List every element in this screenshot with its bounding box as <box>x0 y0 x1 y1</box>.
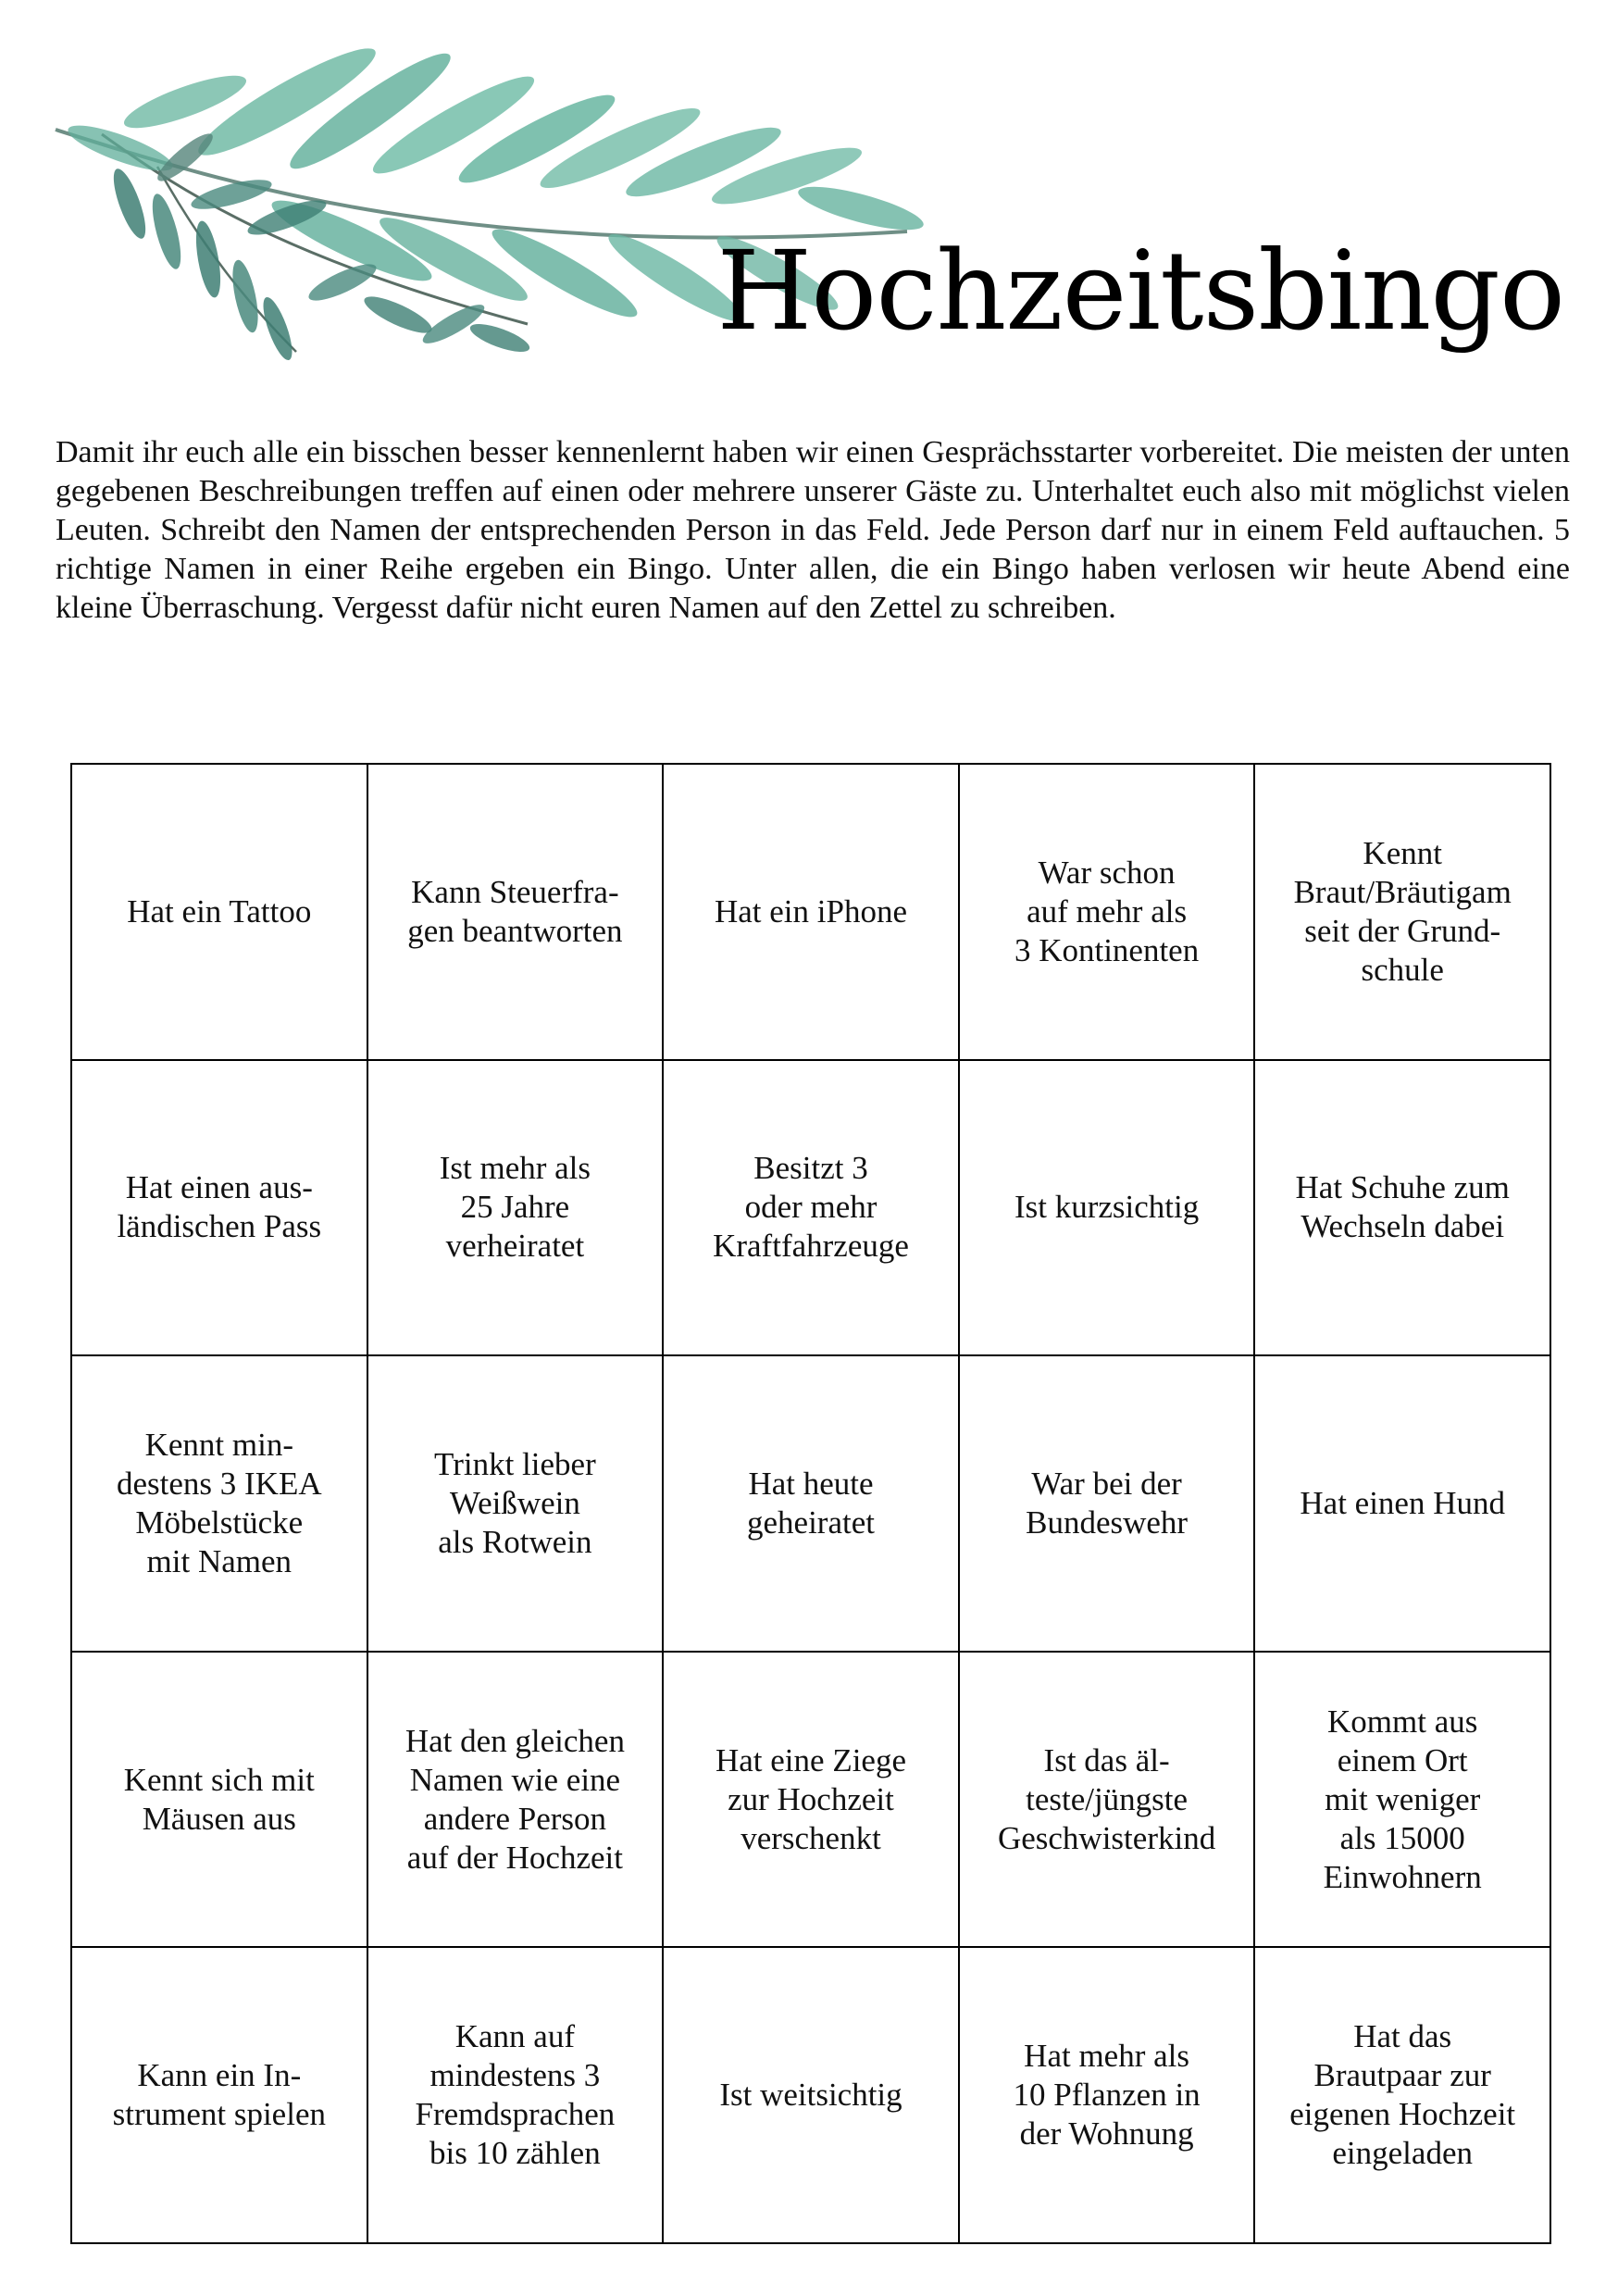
bingo-cell[interactable]: Hat Schuhe zum Wechseln dabei <box>1255 1061 1551 1357</box>
bingo-cell[interactable]: Kennt sich mit Mäusen aus <box>72 1653 368 1949</box>
bingo-cell[interactable]: Kann auf mindestens 3 Fremdsprachen bis 10 zählen <box>368 1948 665 2244</box>
bingo-cell[interactable]: Ist das äl- teste/jüngste Geschwisterkind <box>960 1653 1256 1949</box>
bingo-cell[interactable]: Ist kurzsichtig <box>960 1061 1256 1357</box>
bingo-cell[interactable]: Kennt min- destens 3 IKEA Möbelstücke mit Namen <box>72 1356 368 1653</box>
bingo-cell[interactable]: Hat heute geheiratet <box>664 1356 960 1653</box>
bingo-cell[interactable]: Kann Steuerfra- gen beantworten <box>368 765 665 1061</box>
bingo-cell[interactable]: Ist mehr als 25 Jahre verheiratet <box>368 1061 665 1357</box>
bingo-cell[interactable]: War schon auf mehr als 3 Kontinenten <box>960 765 1256 1061</box>
bingo-cell[interactable]: Hat mehr als 10 Pflanzen in der Wohnung <box>960 1948 1256 2244</box>
bingo-cell[interactable]: Besitzt 3 oder mehr Kraftfahrzeuge <box>664 1061 960 1357</box>
bingo-cell[interactable]: War bei der Bundeswehr <box>960 1356 1256 1653</box>
bingo-cell[interactable]: Kann ein In- strument spielen <box>72 1948 368 2244</box>
bingo-cell[interactable]: Hat ein Tattoo <box>72 765 368 1061</box>
bingo-cell[interactable]: Trinkt lieber Weißwein als Rotwein <box>368 1356 665 1653</box>
bingo-cell[interactable]: Kennt Braut/Bräutigam seit der Grund- schule <box>1255 765 1551 1061</box>
page-title: Hochzeitsbingo <box>716 227 1564 355</box>
bingo-cell[interactable]: Hat ein iPhone <box>664 765 960 1061</box>
bingo-cell[interactable]: Kommt aus einem Ort mit weniger als 15000 Einwohnern <box>1255 1653 1551 1949</box>
intro-text: Damit ihr euch alle ein bisschen besser kennenlernt haben wir einen Gesprächsstarter vorbereitet. Die meisten der unten gegebenen Beschreibungen treffen auf einen oder mehrere unserer Gäste zu. Unterhaltet euch also mit möglichst vielen Leuten. Schreibt den Namen der entsprechenden Person in das Feld. Jede Person darf nur in einem Feld auftauchen. 5 richtige Namen in einer Reihe ergeben ein Bingo. Unter allen, die ein Bingo haben verlosen wir heute Abend eine kleine Überraschung. Vergesst dafür nicht euren Namen auf den Zettel zu schreiben. <box>56 435 1570 625</box>
bingo-cell[interactable]: Ist weitsichtig <box>664 1948 960 2244</box>
bingo-grid <box>70 763 1551 2244</box>
bingo-cell[interactable]: Hat das Brautpaar zur eigenen Hochzeit eingeladen <box>1255 1948 1551 2244</box>
bingo-cell[interactable]: Hat eine Ziege zur Hochzeit verschenkt <box>664 1653 960 1949</box>
bingo-cell[interactable]: Hat einen aus- ländischen Pass <box>72 1061 368 1357</box>
bingo-cell[interactable]: Hat einen Hund <box>1255 1356 1551 1653</box>
bingo-cell[interactable]: Hat den gleichen Namen wie eine andere Person auf der Hochzeit <box>368 1653 665 1949</box>
